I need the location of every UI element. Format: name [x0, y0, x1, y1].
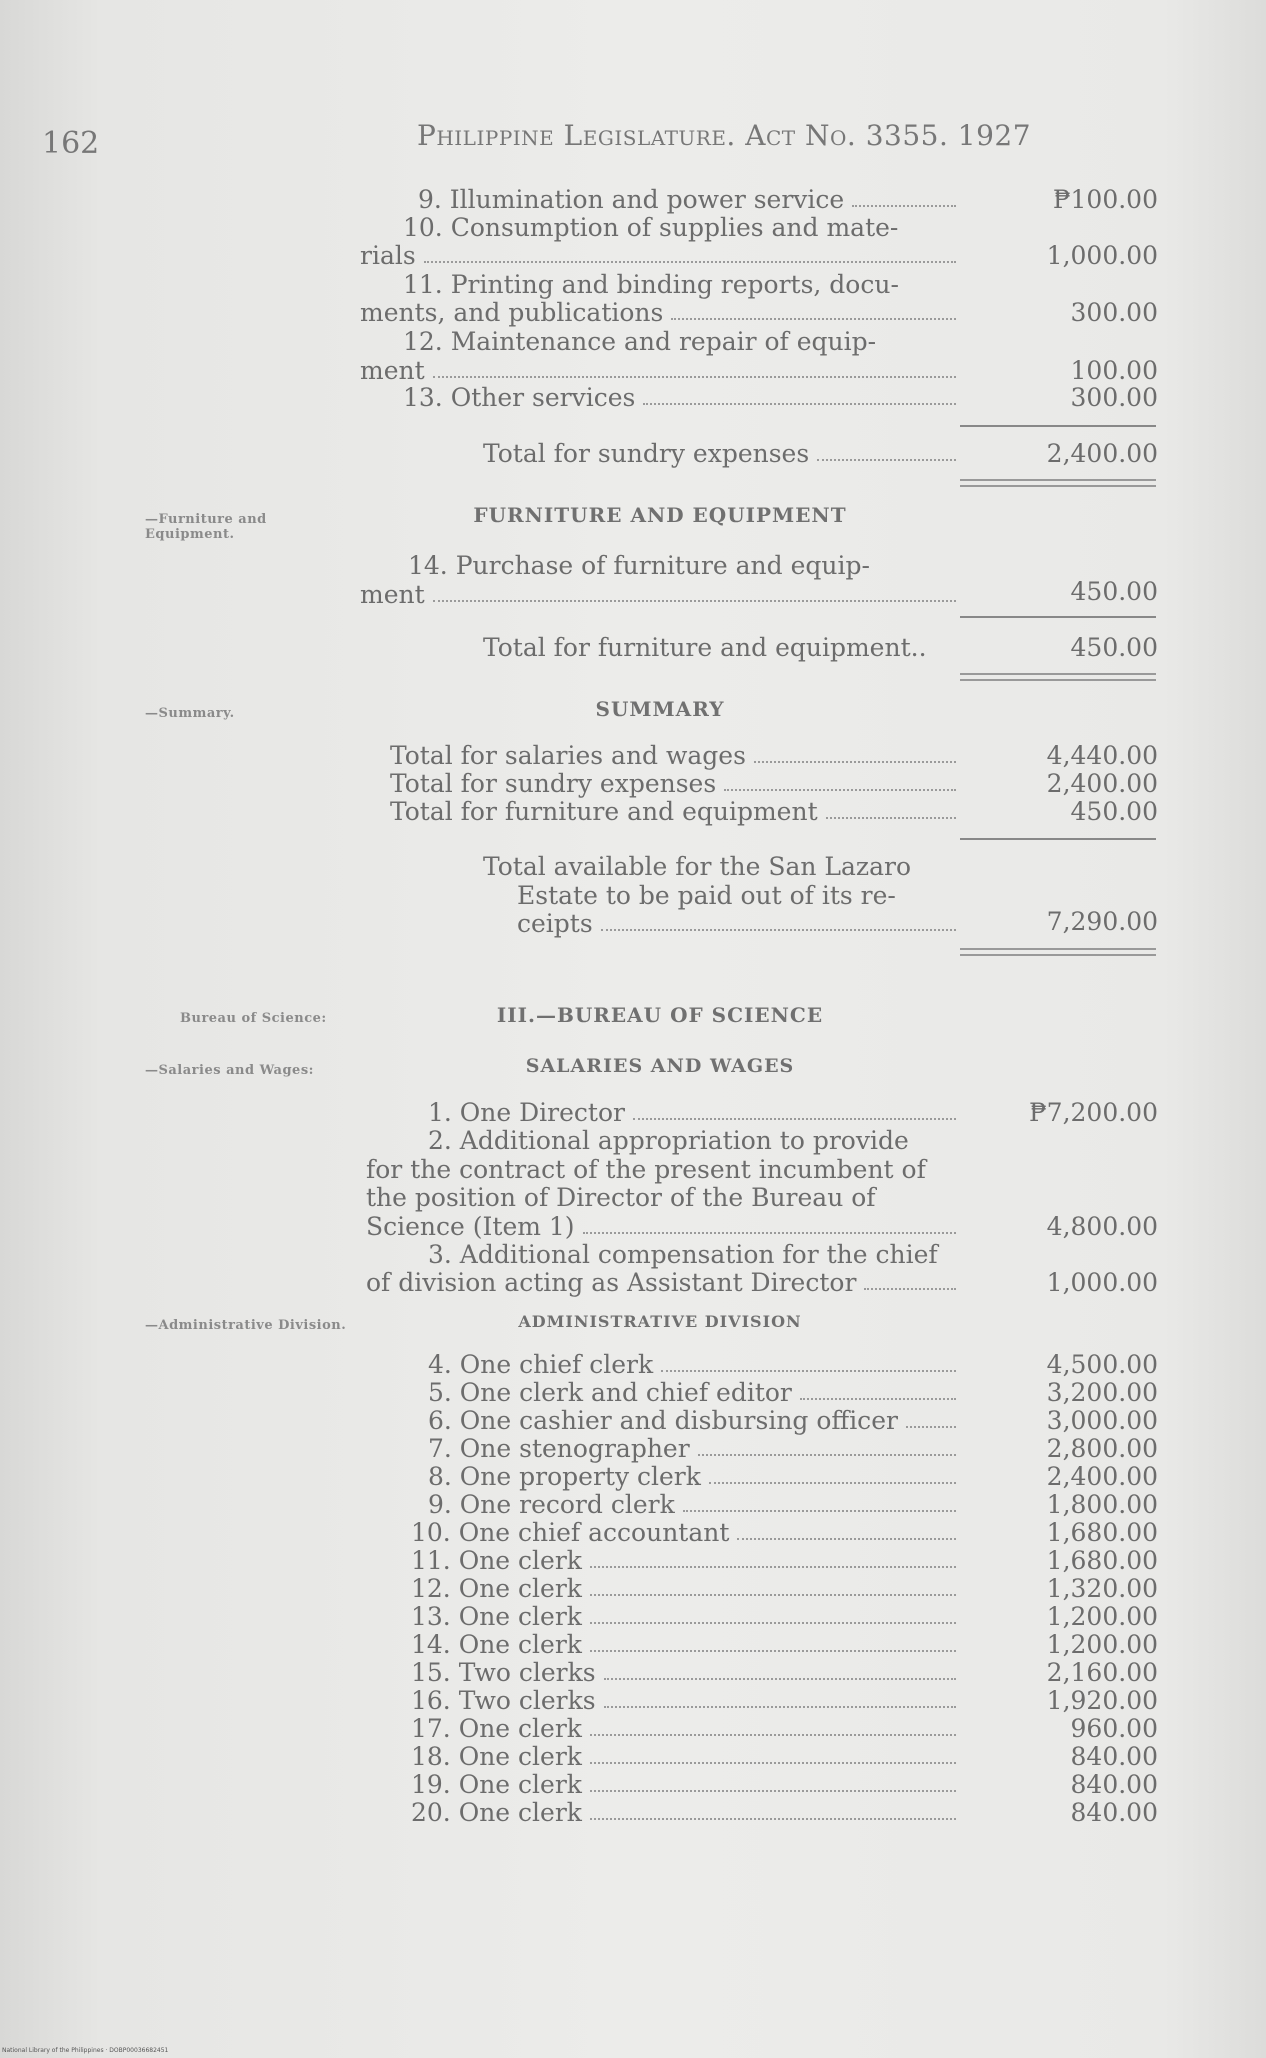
admin-item: 12. One clerk: [411, 1574, 958, 1603]
margin-note-salaries: —Salaries and Wages:: [145, 1063, 314, 1078]
bureau-heading: III.—BUREAU OF SCIENCE: [496, 1003, 824, 1027]
admin-item: 16. Two clerks: [411, 1686, 958, 1715]
sundry-amount-9: ₱100.00: [1052, 185, 1158, 214]
admin-item: 6. One cashier and disbursing officer: [428, 1406, 958, 1435]
sundry-item-11: ments, and publications: [360, 298, 958, 327]
double-rule: [960, 673, 1156, 681]
admin-amount: 840.00: [1070, 1798, 1158, 1827]
admin-amount: 1,200.00: [1046, 1630, 1158, 1659]
admin-item: 8. One property clerk: [428, 1462, 958, 1491]
rule: [960, 425, 1156, 427]
summary-amount: 2,400.00: [1046, 769, 1158, 798]
page-number: 162: [42, 126, 100, 161]
admin-amount: 2,160.00: [1046, 1658, 1158, 1687]
summary-amount: 4,440.00: [1046, 741, 1158, 770]
double-rule: [960, 948, 1156, 956]
sundry-total: Total for sundry expenses: [483, 439, 958, 468]
admin-item: 7. One stenographer: [428, 1434, 958, 1463]
summary-heading: SUMMARY: [595, 697, 725, 721]
science-item-3-line1: 3. Additional compensation for the chief: [428, 1240, 938, 1269]
sundry-item-10: rials: [360, 241, 958, 270]
admin-amount: 840.00: [1070, 1742, 1158, 1771]
science-item-2-amount: 4,800.00: [1046, 1212, 1158, 1241]
summary-row: Total for sundry expenses: [390, 769, 958, 798]
admin-amount: 840.00: [1070, 1770, 1158, 1799]
science-item-2-line2: for the contract of the present incumbent of: [366, 1155, 926, 1184]
sundry-amount-12: 100.00: [1070, 356, 1158, 385]
science-item-2-line1: 2. Additional appropriation to provide: [428, 1126, 909, 1155]
sundry-amount-11: 300.00: [1070, 298, 1158, 327]
admin-item: 9. One record clerk: [428, 1490, 958, 1519]
admin-item: 19. One clerk: [411, 1770, 958, 1799]
admin-amount: 3,200.00: [1046, 1378, 1158, 1407]
sundry-item-12: ment: [360, 356, 958, 385]
double-rule: [960, 479, 1156, 487]
furniture-total: Total for furniture and equipment..: [483, 633, 927, 662]
sundry-item-13: 13. Other services: [403, 383, 958, 412]
margin-note-summary: —Summary.: [145, 706, 235, 721]
furniture-item-14: ment: [360, 580, 958, 609]
margin-note-admin: —Administrative Division.: [145, 1318, 347, 1333]
science-item-3: of division acting as Assistant Director: [366, 1268, 958, 1297]
science-item-1: 1. One Director: [428, 1098, 958, 1127]
running-head: Philippine Legislature. Act No. 3355. 1927: [417, 119, 1032, 152]
summary-row: Total for salaries and wages: [390, 741, 958, 770]
rule: [960, 838, 1156, 840]
admin-amount: 1,320.00: [1046, 1574, 1158, 1603]
margin-note-bureau: Bureau of Science:: [180, 1011, 327, 1026]
furniture-heading: FURNITURE AND EQUIPMENT: [473, 503, 847, 527]
admin-item: 4. One chief clerk: [428, 1350, 958, 1379]
admin-amount: 960.00: [1070, 1714, 1158, 1743]
summary-grand-total: ceipts: [517, 909, 958, 938]
admin-heading: ADMINISTRATIVE DIVISION: [518, 1312, 802, 1331]
admin-amount: 1,680.00: [1046, 1518, 1158, 1547]
science-item-2: Science (Item 1): [366, 1212, 958, 1241]
admin-amount: 4,500.00: [1046, 1350, 1158, 1379]
admin-item: 17. One clerk: [411, 1714, 958, 1743]
furniture-item-14-line1: 14. Purchase of furniture and equip-: [408, 551, 870, 580]
sundry-item-11-line1: 11. Printing and binding reports, docu-: [403, 270, 899, 299]
summary-amount: 450.00: [1070, 797, 1158, 826]
sundry-total-amount: 2,400.00: [1046, 439, 1158, 468]
admin-amount: 2,800.00: [1046, 1434, 1158, 1463]
footer-source: National Library of the Philippines · DOBP00036682451: [2, 2047, 169, 2054]
admin-item: 20. One clerk: [411, 1798, 958, 1827]
summary-row: Total for furniture and equipment: [390, 797, 958, 826]
science-item-1-amount: ₱7,200.00: [1029, 1098, 1158, 1127]
sundry-item-12-line1: 12. Maintenance and repair of equip-: [403, 327, 877, 356]
science-item-2-line3: the position of Director of the Bureau of: [366, 1183, 876, 1212]
sundry-amount-13: 300.00: [1070, 383, 1158, 412]
admin-item: 14. One clerk: [411, 1630, 958, 1659]
admin-item: 11. One clerk: [411, 1546, 958, 1575]
sundry-item-9: 9. Illumination and power service: [418, 185, 958, 214]
furniture-item-amount: 450.00: [1070, 577, 1158, 606]
salaries-heading: SALARIES AND WAGES: [525, 1055, 795, 1077]
sundry-item-10-line1: 10. Consumption of supplies and mate-: [403, 213, 899, 242]
sundry-amount-10: 1,000.00: [1046, 241, 1158, 270]
rule: [960, 616, 1156, 618]
admin-amount: 1,200.00: [1046, 1602, 1158, 1631]
summary-grand-amount: 7,290.00: [1046, 907, 1158, 936]
admin-item: 18. One clerk: [411, 1742, 958, 1771]
admin-amount: 2,400.00: [1046, 1462, 1158, 1491]
admin-item: 5. One clerk and chief editor: [428, 1378, 958, 1407]
summary-grand-line1: Total available for the San Lazaro: [483, 852, 912, 881]
admin-item: 10. One chief accountant: [411, 1518, 958, 1547]
furniture-total-amount: 450.00: [1070, 633, 1158, 662]
admin-amount: 1,800.00: [1046, 1490, 1158, 1519]
admin-amount: 1,920.00: [1046, 1686, 1158, 1715]
admin-amount: 1,680.00: [1046, 1546, 1158, 1575]
summary-grand-line2: Estate to be paid out of its re-: [517, 881, 896, 910]
margin-note-furniture: —Furniture and Equipment.: [145, 512, 267, 542]
admin-amount: 3,000.00: [1046, 1406, 1158, 1435]
admin-item: 13. One clerk: [411, 1602, 958, 1631]
admin-item: 15. Two clerks: [411, 1658, 958, 1687]
science-item-3-amount: 1,000.00: [1046, 1268, 1158, 1297]
